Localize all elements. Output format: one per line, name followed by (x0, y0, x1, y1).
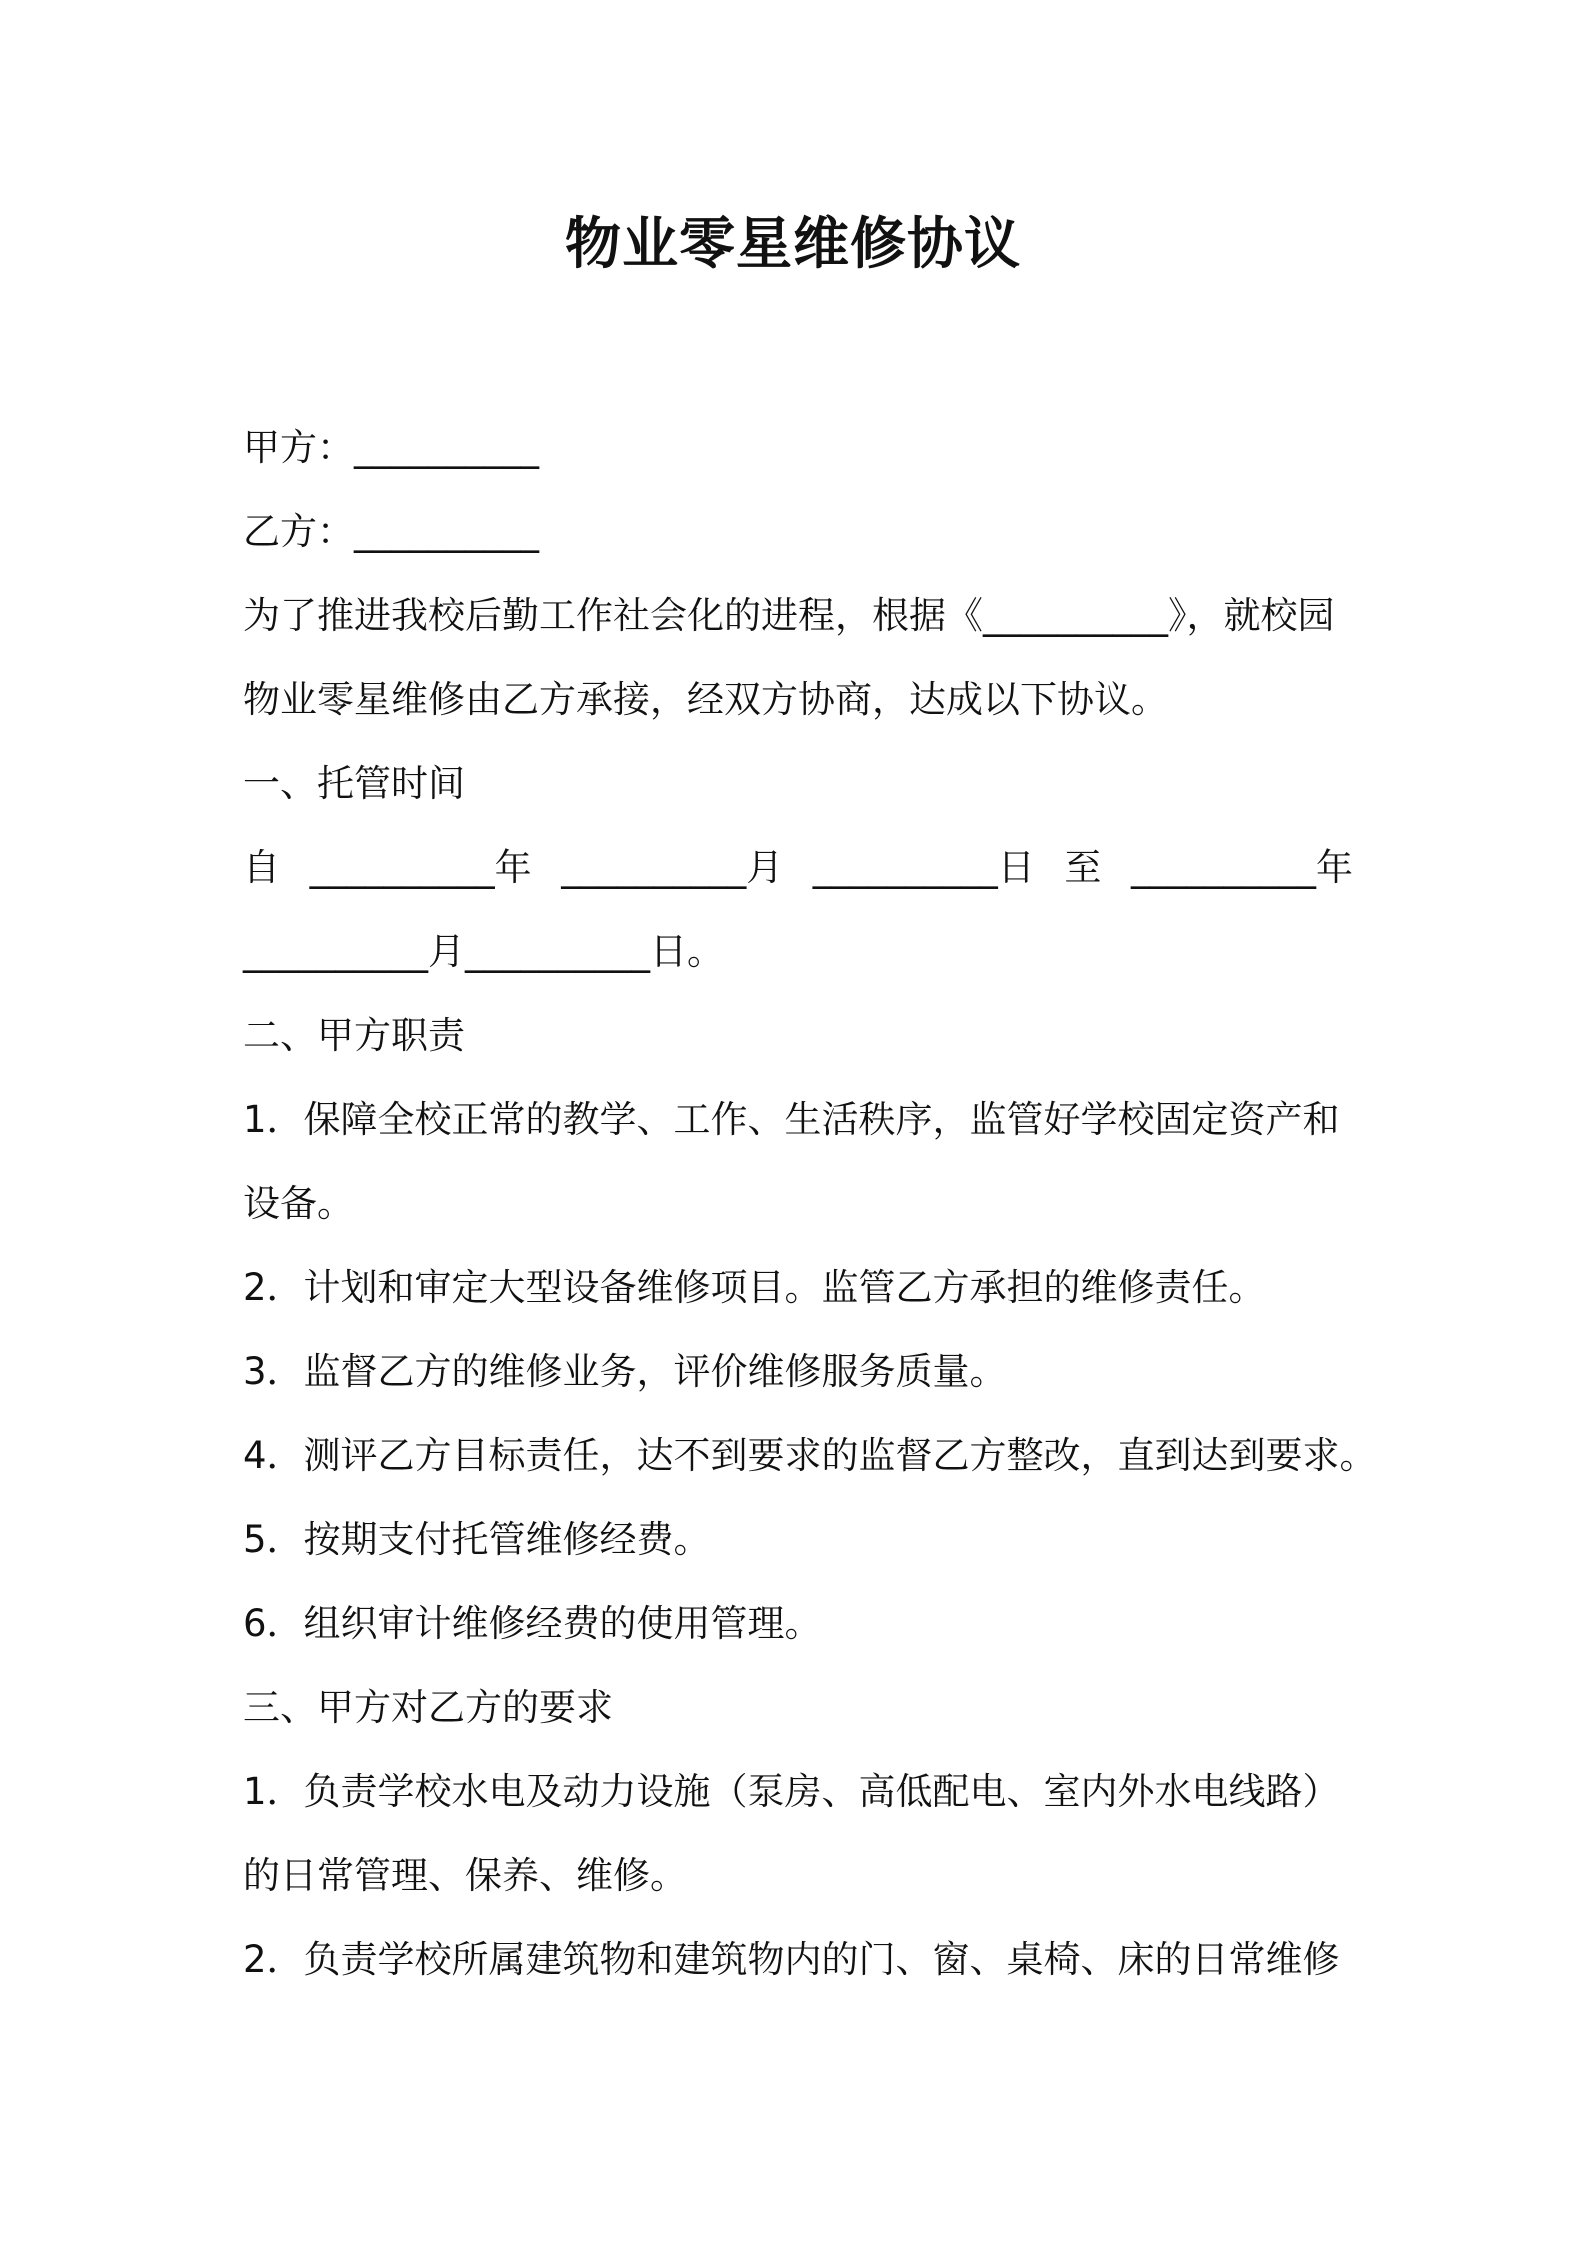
requirement-item-1-line-2: 的日常管理、保养、维修。 (243, 1854, 687, 1897)
requirement-item-1-line-1: 1．负责学校水电及动力设施（泵房、高低配电、室内外水电线路） (243, 1770, 1340, 1813)
term-to-label: 至 (1064, 846, 1102, 889)
requirement-item-2-line-1: 2．负责学校所属建筑物和建筑物内的门、窗、桌椅、床的日常维修 (243, 1938, 1340, 1981)
party-b-line: 乙方：__________ (243, 510, 539, 553)
term-start-year: __________年 (309, 846, 532, 889)
term-date-line (243, 826, 1353, 910)
term-start-month: __________月 (561, 846, 784, 889)
document-title: 物业零星维修协议 (565, 212, 1021, 277)
section-heading-party-a-duties: 二、甲方职责 (243, 1014, 465, 1057)
duty-item-5: 5．按期支付托管维修经费。 (243, 1518, 711, 1561)
term-end-line: __________月__________日。 (243, 930, 724, 973)
section-heading-term: 一、托管时间 (243, 762, 465, 805)
preamble-line-2: 物业零星维修由乙方承接，经双方协商，达成以下协议。 (243, 678, 1168, 721)
term-end-year: __________年 (1130, 846, 1353, 889)
duty-item-4: 4．测评乙方目标责任，达不到要求的监督乙方整改，直到达到要求。 (243, 1434, 1377, 1477)
party-a-line: 甲方：__________ (243, 426, 539, 469)
preamble-line-1: 为了推进我校后勤工作社会化的进程，根据《__________》，就校园 (243, 594, 1335, 637)
document-body (243, 406, 1377, 2002)
duty-item-6: 6．组织审计维修经费的使用管理。 (243, 1602, 822, 1645)
duty-item-1-line-1: 1．保障全校正常的教学、工作、生活秩序，监管好学校固定资产和 (243, 1098, 1340, 1141)
duty-item-1-line-2: 设备。 (243, 1182, 354, 1225)
duty-item-3: 3．监督乙方的维修业务，评价维修服务质量。 (243, 1350, 1007, 1393)
term-from-label: 自 (243, 846, 280, 889)
duty-item-2: 2．计划和审定大型设备维修项目。监管乙方承担的维修责任。 (243, 1266, 1266, 1309)
section-heading-requirements: 三、甲方对乙方的要求 (243, 1686, 613, 1729)
term-start-day: __________日 (812, 846, 1035, 889)
